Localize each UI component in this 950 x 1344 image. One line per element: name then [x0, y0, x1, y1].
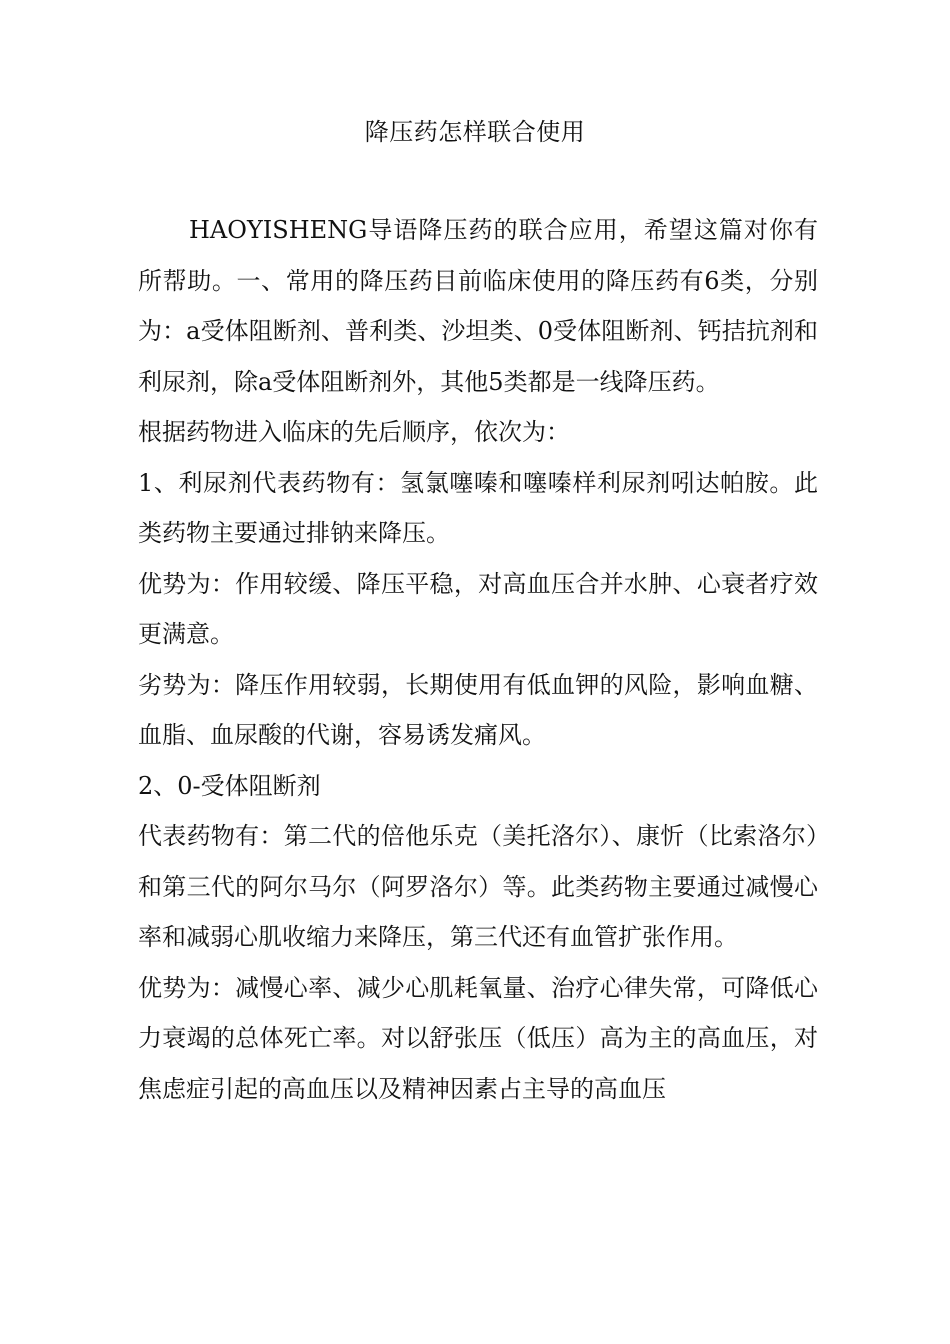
order-paragraph: 根据药物进入临床的先后顺序，依次为： — [138, 418, 570, 446]
beta-blocker-advantages-paragraph: 优势为：减慢心率、减少心肌耗氧量、治疗心律失常，可降低心力衰竭的总体死亡率。对以舒张压（低压）高为主的高血压，对焦虑症引起的高血压以及精神因素占主导的高血压 — [138, 973, 818, 1103]
beta-blocker-drugs-paragraph: 代表药物有：第二代的倍他乐克（美托洛尔）、康忻（比索洛尔）和第三代的阿尔马尔（阿罗洛尔）等。此类药物主要通过减慢心率和减弱心肌收缩力来降压，第三代还有血管扩张作用。 — [138, 822, 818, 951]
beta-blocker-heading: 2、0-受体阻断剂 — [138, 771, 321, 800]
document-body — [138, 205, 818, 1114]
diuretic-paragraph: 1、利尿剂代表药物有：氢氯噻嗪和噻嗪样利尿剂吲达帕胺。此类药物主要通过排钠来降压。 — [138, 468, 818, 547]
document-title: 降压药怎样联合使用 — [364, 118, 586, 146]
diuretic-disadvantages-paragraph: 劣势为：降压作用较弱，长期使用有低血钾的风险，影响血糖、血脂、血尿酸的代谢，容易诱发痛风。 — [138, 670, 818, 749]
diuretic-advantages-paragraph: 优势为：作用较缓、降压平稳，对高血压合并水肿、心衰者疗效更满意。 — [138, 569, 818, 648]
intro-paragraph: HAOYISHENG导语降压药的联合应用，希望这篇对你有所帮助。一、常用的降压药目前临床使用的降压药有6类，分别为：a受体阻断剂、普利类、沙坦类、0受体阻断剂、钙拮抗剂和利尿剂，除a受体阻断剂外，其他5类都是一线降压药。 — [138, 216, 818, 396]
